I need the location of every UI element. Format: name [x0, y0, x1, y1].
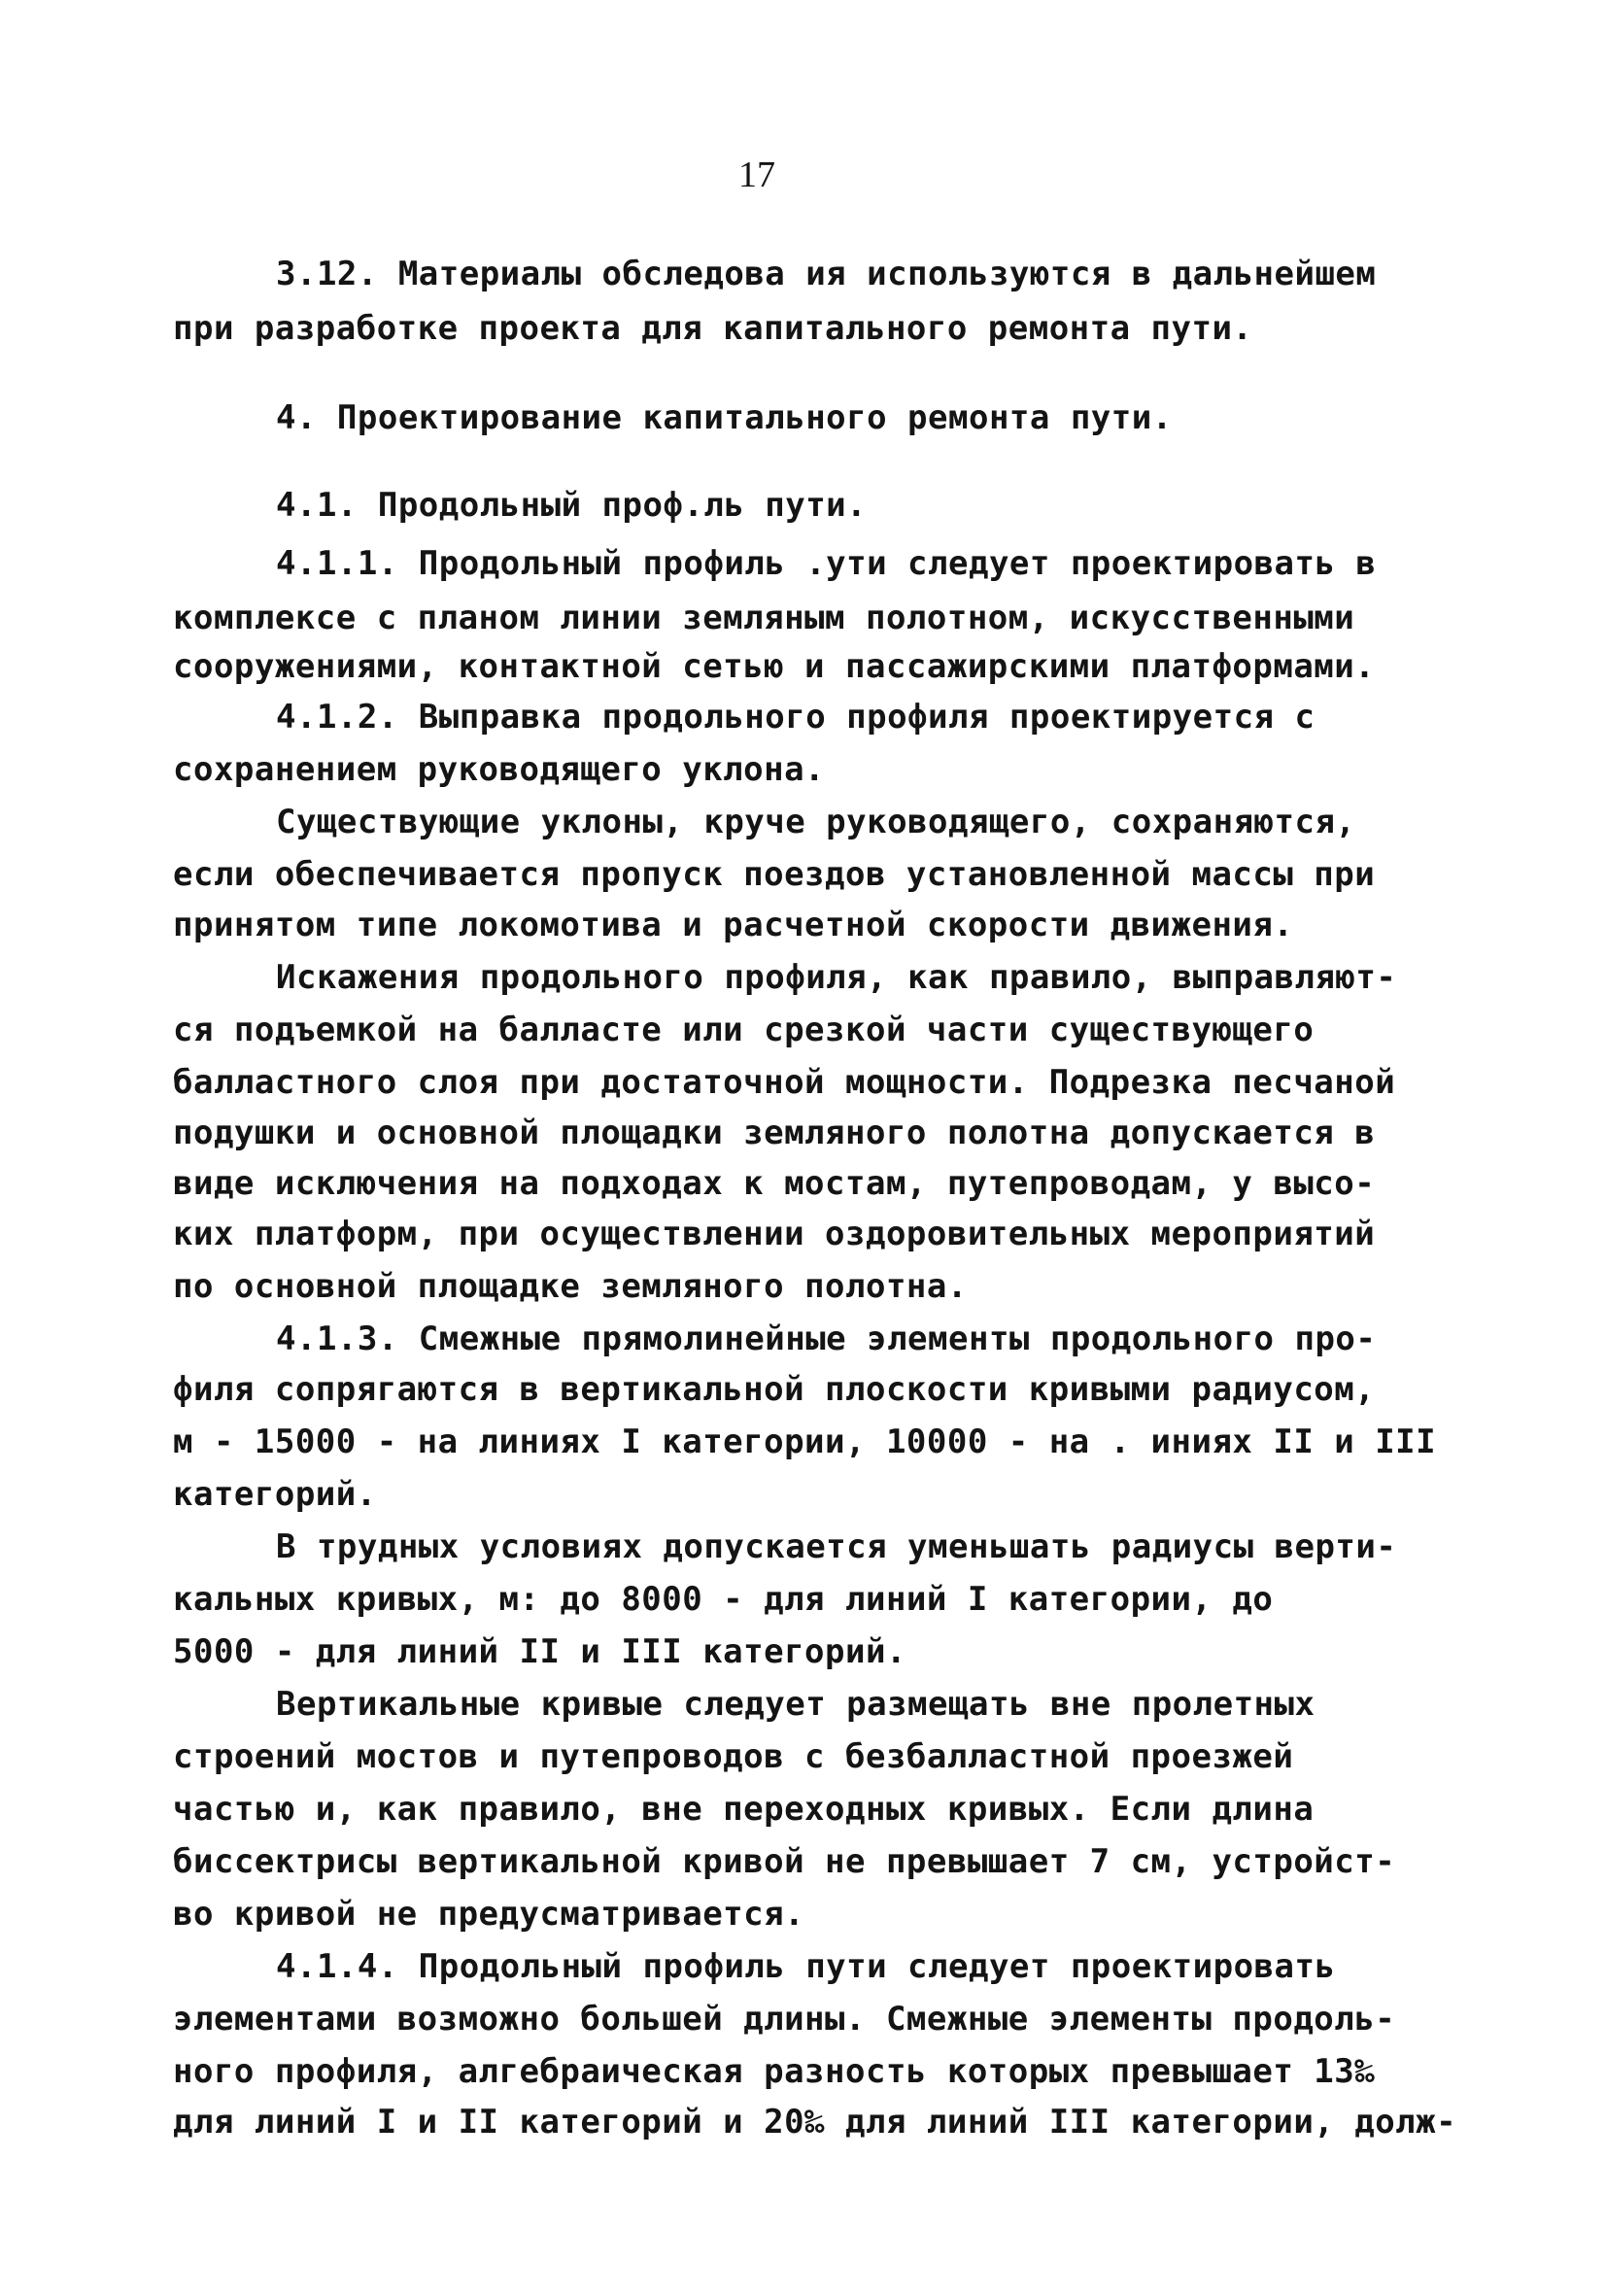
text-line: сооружениями, контактной сетью и пассажирскими платформами. — [173, 647, 1376, 686]
text-line: 4. Проектирование капитального ремонта пути. — [276, 398, 1173, 437]
text-line: 4.1.2. Выправка продольного профиля проектируется с — [276, 698, 1316, 737]
text-line: виде исключения на подходах к мостам, путепроводам, у высо- — [173, 1164, 1376, 1203]
text-line: частью и, как правило, вне переходных кривых. Если длина — [173, 1790, 1315, 1829]
text-line: принятом типе локомотива и расчетной скорости движения. — [173, 906, 1294, 944]
text-line: подушки и основной площадки земляного полотна допускается в — [173, 1114, 1376, 1152]
page-number: 17 — [738, 154, 775, 195]
text-line: категорий. — [173, 1475, 377, 1514]
text-line: ких платформ, при осуществлении оздоровительных мероприятий — [173, 1215, 1376, 1253]
text-line: кальных кривых, м: до 8000 - для линий I категории, до — [173, 1580, 1274, 1619]
text-line: ного профиля, алгебраическая разность которых превышает 13‰ — [173, 2052, 1376, 2091]
text-line: Вертикальные кривые следует размещать вне пролетных — [276, 1685, 1316, 1724]
text-line: элементами возможно большей длины. Смежные элементы продоль- — [173, 2000, 1396, 2039]
text-line: 5000 - для линий II и III категорий. — [173, 1632, 906, 1671]
text-line: Существующие уклоны, круче руководящего, сохраняются, — [276, 803, 1356, 841]
text-line: 4.1. Продольный проф.ль пути. — [276, 486, 868, 525]
text-line: комплексе с планом линии земляным полотном, искусственными — [173, 599, 1355, 637]
text-line: ся подъемкой на балласте или срезкой части существующего — [173, 1011, 1315, 1049]
text-line: строений мостов и путепроводов с безбалластной проезжей — [173, 1737, 1294, 1776]
text-line: 4.1.3. Смежные прямолинейные элементы продольного про- — [276, 1319, 1377, 1358]
text-line: 3.12. Материалы обследова ия используются в дальнейшем — [276, 255, 1377, 293]
text-line: во кривой не предусматривается. — [173, 1895, 805, 1934]
text-line: В трудных условиях допускается уменьшать радиусы верти- — [276, 1527, 1397, 1566]
text-line: филя сопрягаются в вертикальной плоскости кривыми радиусом, — [173, 1370, 1376, 1409]
text-line: 4.1.4. Продольный профиль пути следует проектировать — [276, 1947, 1336, 1986]
text-line: балластного слоя при достаточной мощности. Подрезка песчаной — [173, 1063, 1396, 1102]
text-line: сохранением руководящего уклона. — [173, 750, 826, 789]
text-line: для линий I и II категорий и 20‰ для линий III категории, долж- — [173, 2103, 1457, 2142]
text-line: Искажения продольного профиля, как правило, выправляют- — [276, 958, 1397, 997]
text-line: по основной площадке земляного полотна. — [173, 1267, 968, 1306]
text-line: при разработке проекта для капитального ремонта пути. — [173, 309, 1253, 348]
text-line: м - 15000 - на линиях I категории, 10000 - на . иниях II и III — [173, 1422, 1437, 1461]
text-line: 4.1.1. Продольный профиль .ути следует проектировать в — [276, 544, 1377, 583]
text-line: биссектрисы вертикальной кривой не превышает 7 см, устройст- — [173, 1842, 1396, 1881]
text-line: если обеспечивается пропуск поездов установленной массы при — [173, 855, 1376, 894]
